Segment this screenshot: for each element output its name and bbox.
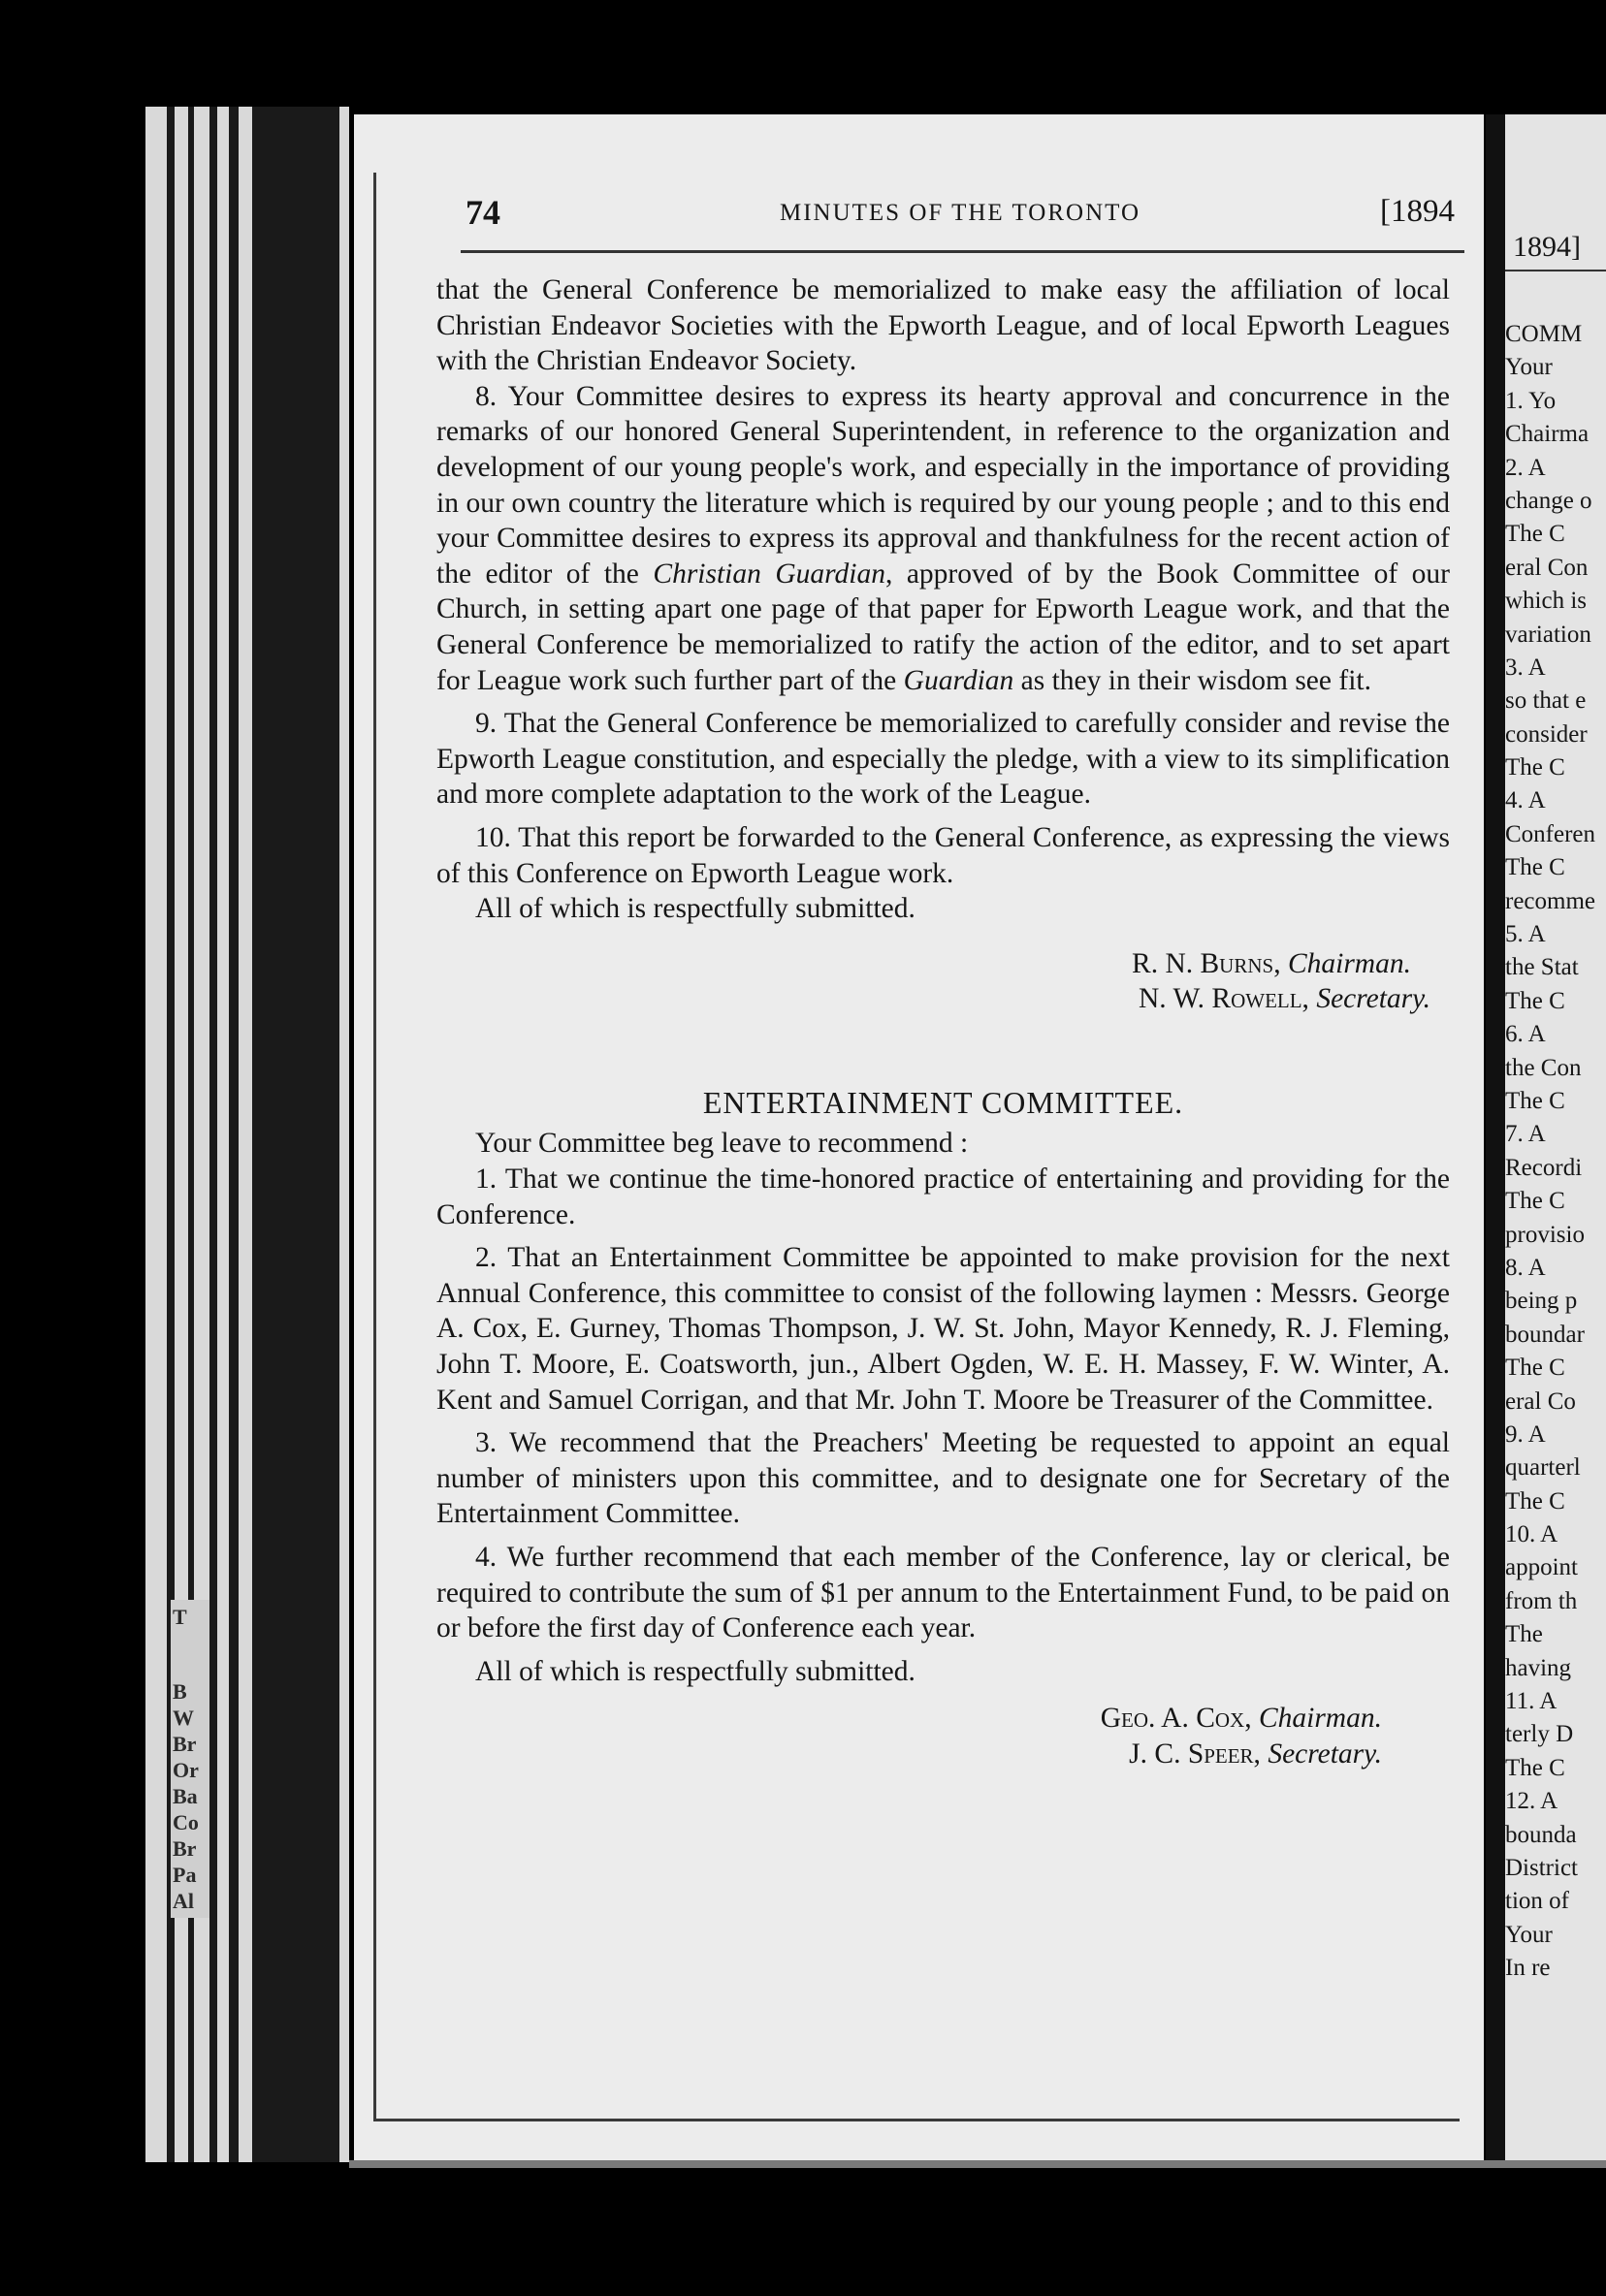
adjoining-line: from th — [1505, 1587, 1578, 1614]
signatory-role: Secretary. — [1316, 983, 1430, 1015]
main-page — [354, 114, 1484, 2160]
adjoining-line: District — [1505, 1854, 1578, 1881]
adjoining-line: eral Con — [1505, 554, 1589, 581]
paragraph: Your Committee beg leave to recommend : — [475, 1128, 969, 1160]
bottom-page-edge — [349, 2160, 1606, 2168]
paragraph: All of which is respectfully submitted. — [475, 893, 915, 925]
adjoining-line: boundar — [1505, 1321, 1585, 1348]
scrap-line: B — [173, 1679, 187, 1704]
paragraph-text: as they in their wisdom see fit. — [1013, 664, 1371, 696]
adjoining-page-year: 1894] — [1513, 231, 1581, 263]
adjoining-line: 5. A — [1505, 921, 1546, 948]
scrap-line: Ba — [173, 1784, 198, 1808]
scrap-line: Br — [173, 1836, 197, 1861]
adjoining-line: Your — [1505, 354, 1553, 381]
signatory-name: Geo. A. Cox, — [1100, 1703, 1252, 1735]
signatory-role: Secretary. — [1268, 1738, 1382, 1770]
section-heading: ENTERTAINMENT COMMITTEE. — [702, 1084, 1184, 1120]
paragraph: 2. That an Entertainment Committee be appointed to make provision for the next Annual Conference, this committee to consist of the following laymen : Messrs. George A. Cox, E. Gurney, Thomas Thompson, J. W. St. John, Mayor Kennedy, R. J. Fleming, John T. Moore, E. Coatsworth, jun., Albert Ogden, W. E. H. Massey, F. W. Winter, A. Kent and Samuel Corrigan, and that Mr. John T. Moore be Treasurer of the Committee. — [436, 1242, 1450, 1416]
binding-gutter — [1486, 114, 1507, 2160]
scrap-line: Pa — [173, 1863, 197, 1887]
adjoining-page-lines — [1505, 318, 1606, 1986]
paragraph: 10. That this report be forwarded to the General Conference, as expressing the views of this Conference on Epworth League work. — [436, 821, 1450, 889]
adjoining-line: 8. A — [1505, 1254, 1546, 1281]
adjoining-line: 10. A — [1505, 1521, 1558, 1548]
adjoining-line: In re — [1505, 1955, 1551, 1982]
paragraph: All of which is respectfully submitted. — [475, 1655, 915, 1687]
adjoining-line: change o — [1505, 487, 1592, 514]
page-number: 74 — [466, 193, 500, 232]
adjoining-line: COMM — [1505, 321, 1583, 347]
adjoining-line: having — [1505, 1654, 1572, 1681]
adjoining-line: eral Co — [1505, 1387, 1576, 1415]
adjoining-line: The C — [1505, 754, 1565, 781]
italic-title: Guardian — [903, 664, 1014, 696]
adjoining-line: tion of — [1505, 1888, 1569, 1915]
scrap-line: Br — [173, 1732, 197, 1756]
adjoining-line: The C — [1505, 1487, 1565, 1515]
adjoining-line: The C — [1505, 1355, 1565, 1382]
paragraph — [436, 379, 1450, 698]
adjoining-line: Recordi — [1505, 1154, 1583, 1181]
adjoining-line: Your — [1505, 1921, 1553, 1948]
adjoining-line: which is — [1505, 588, 1588, 615]
signature-line — [436, 981, 1430, 1017]
adjoining-line: 4. A — [1505, 787, 1546, 814]
scrap-line: Or — [173, 1758, 199, 1782]
adjoining-line: Chairma — [1505, 421, 1590, 448]
adjoining-line: 3. A — [1505, 654, 1546, 681]
paragraph-text: 8. Your Committee desires to express its hearty approval and concurrence in the remarks of our honored General Superintendent, in reference to the organization and development of our young people's work, and especially in the importance of providing in our own country the literature which is required by our young people ; and to this end your Committee desires to express its approval and thankfulness for the recent action of the editor of the — [436, 380, 1450, 590]
signatory-name: J. C. Speer, — [1129, 1738, 1261, 1770]
paragraph: 9. That the General Conference be memorialized to carefully consider and revise the Epworth League constitution, and especially the pledge, with a view to its simplification and more complete adaptation to the work of the League. — [436, 708, 1450, 811]
scrap-line: Co — [173, 1810, 199, 1834]
left-page-scraps — [171, 1600, 209, 1918]
signature-line — [436, 1737, 1382, 1772]
adjoining-line: quarterl — [1505, 1454, 1581, 1482]
adjoining-line: The C — [1505, 1087, 1565, 1114]
signatory-name: N. W. Rowell, — [1139, 983, 1309, 1015]
adjoining-page — [1505, 114, 1606, 2160]
signature-line — [436, 946, 1411, 982]
running-head — [466, 192, 1455, 240]
adjoining-line: 9. A — [1505, 1420, 1546, 1448]
scrap-line: T — [173, 1605, 187, 1629]
adjoining-line: so that e — [1505, 687, 1587, 715]
adjoining-line: The C — [1505, 521, 1565, 548]
adjoining-line: bounda — [1505, 1821, 1577, 1848]
adjoining-header-rule — [1505, 270, 1606, 271]
adjoining-line: recomme — [1505, 887, 1596, 914]
paragraph: that the General Conference be memorialized to make easy the affiliation of local Christian Endeavor Societies with the Epworth League, and of local Epworth Leagues with the Christian Endeavor Society. — [436, 274, 1450, 377]
adjoining-line: The C — [1505, 854, 1565, 881]
signatory-name: R. N. Burns, — [1132, 947, 1281, 979]
adjoining-line: variation — [1505, 621, 1591, 648]
adjoining-line: 6. A — [1505, 1021, 1546, 1048]
adjoining-line: The C — [1505, 1754, 1565, 1781]
signatory-role: Chairman. — [1287, 947, 1411, 979]
signatory-role: Chairman. — [1258, 1703, 1382, 1735]
adjoining-line: 11. A — [1505, 1688, 1558, 1715]
page-body — [436, 272, 1450, 1772]
adjoining-line: appoint — [1505, 1554, 1578, 1581]
paragraph: 3. We recommend that the Preachers' Meeting be requested to appoint an equal number of ministers upon this committee, and to designate one for Secretary of the Entertainment Committee. — [436, 1427, 1450, 1530]
signature-line — [436, 1701, 1382, 1737]
adjoining-line: The C — [1505, 1188, 1565, 1215]
running-title: MINUTES OF THE TORONTO — [779, 200, 1141, 226]
adjoining-line: 12. A — [1505, 1788, 1558, 1815]
paragraph: 1. That we continue the time-honored practice of entertaining and providing for the Conference. — [436, 1164, 1450, 1230]
adjoining-line: The — [1505, 1621, 1543, 1648]
paragraph-text: , approved of by the Book Committee of our Church, in setting apart one page of that paper for Epworth League work, and that the General Conference be memorialized to ratify the action of the editor, and to set apart for League work such further part of the — [436, 558, 1450, 696]
adjoining-line: 2. A — [1505, 454, 1546, 481]
header-year: [1894 — [1380, 194, 1455, 229]
adjoining-line: the Stat — [1505, 954, 1579, 981]
scrap-line: Al — [173, 1889, 194, 1913]
adjoining-line: The C — [1505, 987, 1565, 1014]
adjoining-line: provisio — [1505, 1221, 1585, 1248]
adjoining-line: terly D — [1505, 1721, 1574, 1748]
header-rule — [461, 250, 1464, 253]
adjoining-line: the Con — [1505, 1054, 1582, 1081]
italic-title: Christian Guardian — [653, 558, 885, 590]
adjoining-line: 1. Yo — [1505, 387, 1557, 414]
adjoining-line: being p — [1505, 1288, 1578, 1315]
adjoining-line: consider — [1505, 720, 1588, 748]
adjoining-line: Conferen — [1505, 820, 1596, 847]
scrap-line: W — [173, 1706, 194, 1730]
adjoining-line: 7. A — [1505, 1121, 1546, 1148]
paragraph: 4. We further recommend that each member of the Conference, lay or clerical, be required to contribute the sum of $1 per annum to the Entertainment Fund, to be paid on or before the first day of Conference each year. — [436, 1542, 1450, 1644]
